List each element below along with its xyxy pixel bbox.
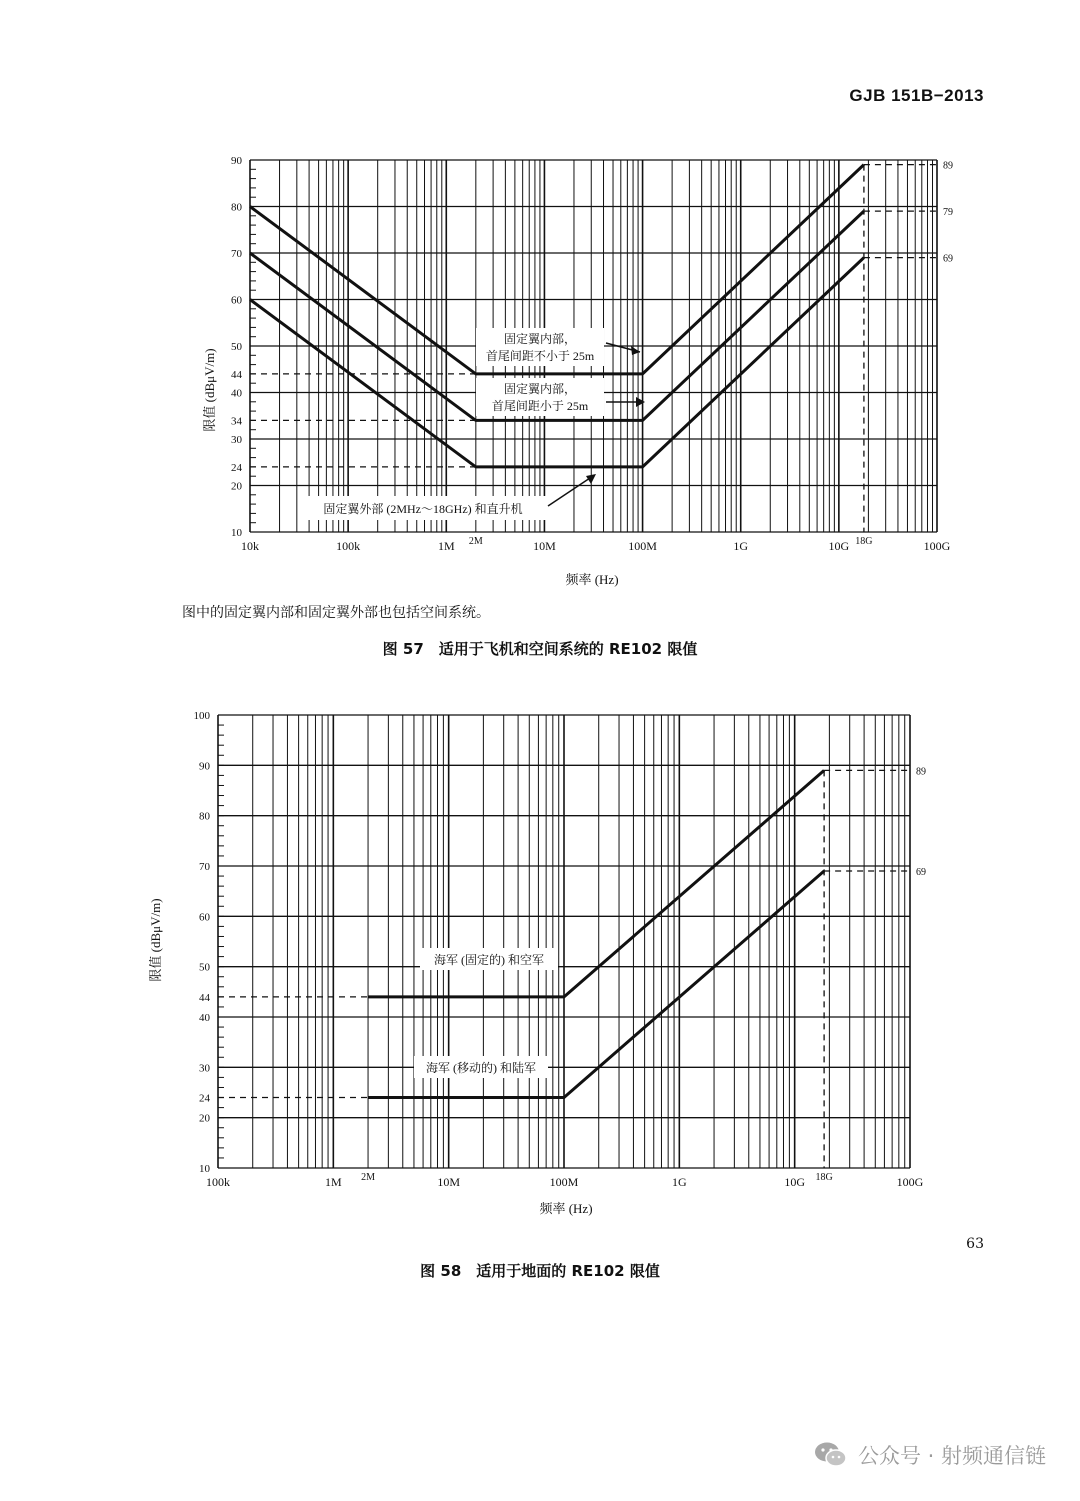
annotation-inner-short (476, 378, 645, 416)
wechat-icon (814, 1441, 848, 1469)
page-number: 63 (966, 1236, 984, 1252)
y-tick-label: 10 (199, 1163, 210, 1175)
annotation-line: 首尾间距小于 25m (491, 399, 589, 413)
x-tick-label: 10G (828, 539, 850, 553)
y-tick-label: 40 (231, 387, 242, 400)
figure-note: 图中的固定翼内部和固定翼外部也包括空间系统。 (182, 605, 490, 621)
annotation-navy-fixed (420, 948, 558, 970)
x-tick-labels (241, 536, 951, 553)
x-tick-label: 100k (336, 539, 361, 553)
figure-58-caption: 图 58 适用于地面的 RE102 限值 (420, 1262, 660, 1280)
y-tick-label: 80 (231, 201, 242, 214)
y-tick-label: 34 (231, 415, 242, 428)
y-tick-label: 20 (199, 1112, 210, 1125)
x-tick-label: 2M (468, 536, 483, 547)
y-tick-label: 90 (231, 155, 242, 167)
x-tick-label: 10M (533, 539, 556, 553)
annotation-inner-long (476, 328, 640, 366)
x-tick-label: 18G (855, 536, 873, 547)
limit-lines (250, 165, 864, 467)
right-value-label: 79 (943, 207, 953, 219)
annotation-line: 首尾间距不小于 25m (485, 349, 595, 363)
x-tick-label: 100G (896, 1175, 924, 1189)
x-tick-label: 1M (324, 1175, 342, 1189)
y-tick-label: 30 (231, 434, 242, 446)
x-axis-label: 频率 (Hz) (565, 572, 619, 587)
annotation-line: 固定翼内部， (503, 332, 577, 346)
arrow-head (631, 346, 640, 355)
x-axis-label: 频率 (Hz) (539, 1201, 593, 1216)
x-tick-label: 100G (923, 539, 951, 553)
y-axis-label: 限值 (dBμV/m) (202, 348, 217, 432)
y-tick-label: 70 (199, 861, 210, 873)
annotation-line: 海军 (固定的) 和空军 (434, 953, 544, 967)
annotation-line: 固定翼外部 (2MHz～18GHz) 和直升机 (323, 502, 523, 516)
x-tick-label: 10k (241, 539, 259, 553)
watermark-text: 公众号 · 射频通信链 (857, 1444, 1046, 1468)
limit-lines (368, 770, 824, 1097)
y-tick-label: 40 (199, 1012, 210, 1024)
arrow-head (636, 397, 645, 407)
x-tick-label: 100M (628, 539, 657, 553)
arrow-line (548, 478, 590, 506)
y-tick-label: 24 (199, 1092, 210, 1105)
right-value-labels (916, 766, 926, 878)
annotation-navy-mobile (414, 1056, 548, 1078)
x-tick-label: 2M (361, 1172, 376, 1183)
y-tick-label: 44 (199, 991, 210, 1004)
x-tick-labels (206, 1172, 924, 1189)
y-tick-labels (194, 710, 211, 1175)
watermark (814, 1440, 1046, 1470)
y-tick-label: 20 (231, 480, 242, 493)
y-tick-label: 24 (231, 461, 242, 474)
standard-code: GJB 151B−2013 (849, 86, 984, 105)
y-tick-label: 100 (193, 710, 210, 722)
y-tick-labels (231, 155, 243, 539)
right-value-label: 69 (943, 253, 953, 265)
figure-58-chart (0, 700, 1080, 1230)
annotation-line: 海军 (移动的) 和陆军 (426, 1061, 536, 1075)
y-tick-label: 50 (231, 341, 242, 353)
x-tick-label: 1G (671, 1175, 687, 1189)
y-tick-label: 70 (231, 248, 242, 260)
annotation-line: 固定翼内部， (503, 382, 577, 396)
y-tick-label: 60 (199, 911, 210, 924)
y-tick-label: 80 (199, 810, 210, 823)
figure-57-chart (0, 140, 1080, 600)
right-value-label: 89 (916, 766, 926, 778)
y-tick-label: 90 (199, 760, 210, 773)
y-tick-label: 50 (199, 961, 210, 974)
annotation-outer (300, 474, 596, 520)
y-axis-label: 限值 (dBμV/m) (148, 898, 163, 982)
figure-57-caption: 图 57 适用于飞机和空间系统的 RE102 限值 (382, 640, 698, 658)
x-tick-label: 1G (733, 539, 749, 553)
right-value-label: 89 (943, 160, 953, 172)
y-tick-label: 44 (231, 368, 242, 381)
y-tick-label: 10 (231, 527, 242, 539)
x-tick-label: 100k (206, 1175, 230, 1189)
y-tick-label: 60 (231, 294, 242, 307)
grid (218, 715, 910, 1168)
y-tick-label: 30 (199, 1062, 210, 1075)
x-tick-label: 10G (784, 1175, 806, 1189)
x-tick-label: 18G (815, 1172, 833, 1183)
x-tick-label: 100M (549, 1175, 579, 1189)
x-tick-label: 1M (437, 539, 455, 553)
right-value-label: 69 (916, 867, 926, 879)
right-value-labels (943, 161, 953, 265)
x-tick-label: 10M (437, 1175, 461, 1189)
